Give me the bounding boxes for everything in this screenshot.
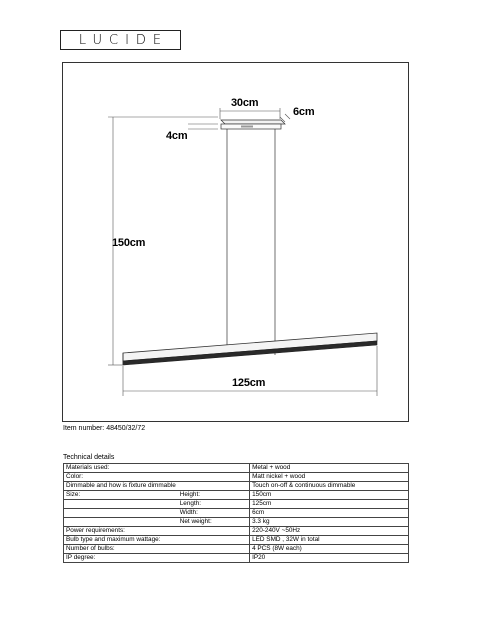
spec-sublabel: Length: <box>178 500 250 509</box>
spec-label <box>64 500 178 509</box>
spec-label: Color: <box>64 473 178 482</box>
item-number-label: Item number: <box>63 425 105 432</box>
spec-value: Metal + wood <box>250 464 409 473</box>
spec-label <box>64 509 178 518</box>
spec-value: 4 PCS (8W each) <box>250 545 409 554</box>
spec-sublabel <box>178 482 250 491</box>
spec-sublabel: Width: <box>178 509 250 518</box>
table-row <box>64 473 409 482</box>
spec-sublabel <box>178 464 250 473</box>
table-row <box>64 500 409 509</box>
table-row <box>64 482 409 491</box>
spec-label: Size: <box>64 491 178 500</box>
spec-sublabel <box>178 536 250 545</box>
spec-label: IP degree: <box>64 554 178 563</box>
spec-value: Touch on-off & continuous dimmable <box>250 482 409 491</box>
spec-sublabel <box>178 473 250 482</box>
spec-label <box>64 518 178 527</box>
label-canopy-length: 30cm <box>231 97 259 109</box>
spec-value: 125cm <box>250 500 409 509</box>
spec-label: Number of bulbs: <box>64 545 178 554</box>
spec-value: 220-240V ~50Hz <box>250 527 409 536</box>
technical-drawing <box>62 62 409 422</box>
spec-value: IP20 <box>250 554 409 563</box>
spec-value: 150cm <box>250 491 409 500</box>
spec-value: Matt nickel + wood <box>250 473 409 482</box>
canopy <box>221 120 285 129</box>
spec-sublabel <box>178 527 250 536</box>
table-row <box>64 554 409 563</box>
technical-details-table <box>63 463 409 563</box>
spec-sublabel: Height: <box>178 491 250 500</box>
table-row <box>64 536 409 545</box>
label-lamp-length: 125cm <box>232 377 266 389</box>
lucide-logo: LUCIDE <box>60 30 181 50</box>
table-row <box>64 491 409 500</box>
spec-sublabel <box>178 545 250 554</box>
item-number-value: 48450/32/72 <box>106 425 146 432</box>
lamp-body <box>123 333 377 365</box>
table-row <box>64 509 409 518</box>
spec-value: 6cm <box>250 509 409 518</box>
spec-value: LED SMD , 32W in total <box>250 536 409 545</box>
label-canopy-height: 4cm <box>166 130 188 142</box>
spec-label: Dimmable and how is fixture dimmable <box>64 482 178 491</box>
spec-label: Materials used: <box>64 464 178 473</box>
table-row <box>64 518 409 527</box>
table-row <box>64 464 409 473</box>
dimension-canopy-height <box>188 124 218 129</box>
label-canopy-depth: 6cm <box>293 106 315 118</box>
spec-label: Bulb type and maximum wattage: <box>64 536 178 545</box>
spec-sublabel <box>178 554 250 563</box>
technical-details-title: Technical details <box>63 454 115 461</box>
spec-sublabel: Net weight: <box>178 518 250 527</box>
spec-value: 3.3 kg <box>250 518 409 527</box>
spec-label: Power requirements: <box>64 527 178 536</box>
dimension-canopy-length <box>220 108 280 119</box>
item-number <box>63 425 145 432</box>
label-total-height: 150cm <box>112 237 146 249</box>
table-row <box>64 527 409 536</box>
table-row <box>64 545 409 554</box>
